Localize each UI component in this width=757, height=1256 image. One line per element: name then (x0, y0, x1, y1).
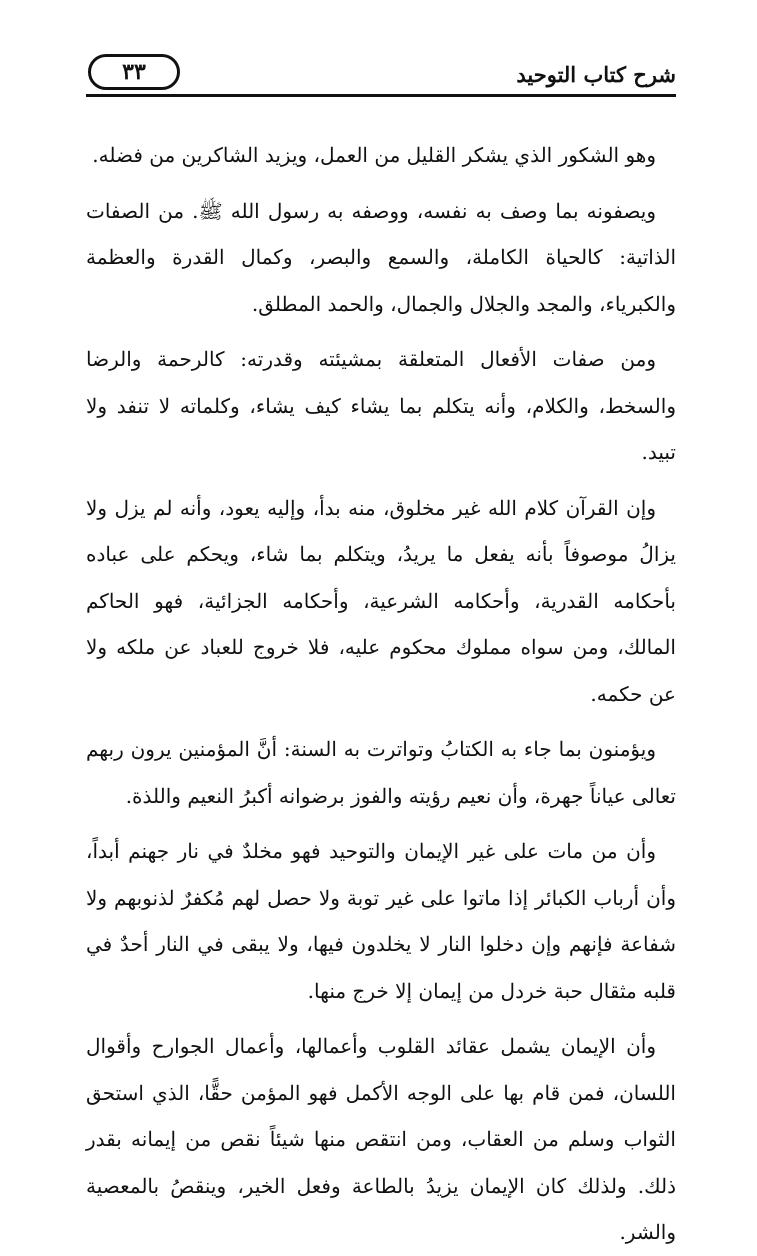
paragraph: وهو الشكور الذي يشكر القليل من العمل، ويزيد الشاكرين من فضله. (92, 143, 656, 167)
header-divider (86, 94, 676, 97)
page-number-badge: ٣٣ (88, 54, 180, 90)
paragraph: ويؤمنون بما جاء به الكتابُ وتواترت به السنة: أنَّ المؤمنين يرون ربهم تعالى عياناً جهرة، وأن نعيم رؤيته والفوز برضوانه أكبرُ النعيم واللذة. (86, 737, 676, 808)
page-body (86, 132, 676, 1256)
page-header (86, 48, 676, 98)
paragraph: وأن من مات على غير الإيمان والتوحيد فهو مخلدٌ في نار جهنم أبداً، وأن أرباب الكبائر إذا ماتوا على غير توبة ولا حصل لهم مُكفرٌ لذنوبهم ولا شفاعة فإنهم وإن دخلوا النار لا يخلدون فيها، ولا يبقى في النار أحدٌ في قلبه مثقال حبة خردل من إيمان إلا خرج منها. (86, 839, 676, 1003)
paragraph: ومن صفات الأفعال المتعلقة بمشيئته وقدرته: كالرحمة والرضا والسخط، والكلام، وأنه يتكلم بما يشاء كيف يشاء، وكلماته لا تنفد ولا تبيد. (86, 347, 676, 464)
paragraph: ويصفونه بما وصف به نفسه، ووصفه به رسول الله ﷺ. من الصفات الذاتية: كالحياة الكاملة، والسمع والبصر، وكمال القدرة والعظمة والكبرياء، والمجد والجلال والجمال، والحمد المطلق. (86, 198, 676, 316)
paragraph: وأن الإيمان يشمل عقائد القلوب وأعمالها، وأعمال الجوارح وأقوال اللسان، فمن قام بها على الوجه الأكمل فهو المؤمن حقًّا، الذي استحق الثواب وسلم من العقاب، ومن انتقص منها شيئاً نقص من إيمانه بقدر ذلك. ولذلك كان الإيمان يزيدُ بالطاعة وفعل الخير، وينقصُ بالمعصية والشر. (86, 1034, 676, 1244)
running-title: شرح كتاب التوحيد (516, 62, 676, 87)
paragraph: وإن القرآن كلام الله غير مخلوق، منه بدأ، وإليه يعود، وأنه لم يزل ولا يزالُ موصوفاً بأنه يفعل ما يريدُ، ويتكلم بما شاء، ويحكم على عباده بأحكامه القدرية، وأحكامه الشرعية، وأحكامه الجزائية، فهو الحاكم المالك، ومن سواه مملوك محكوم عليه، فلا خروج للعباد عن ملكه ولا عن حكمه. (86, 495, 676, 706)
